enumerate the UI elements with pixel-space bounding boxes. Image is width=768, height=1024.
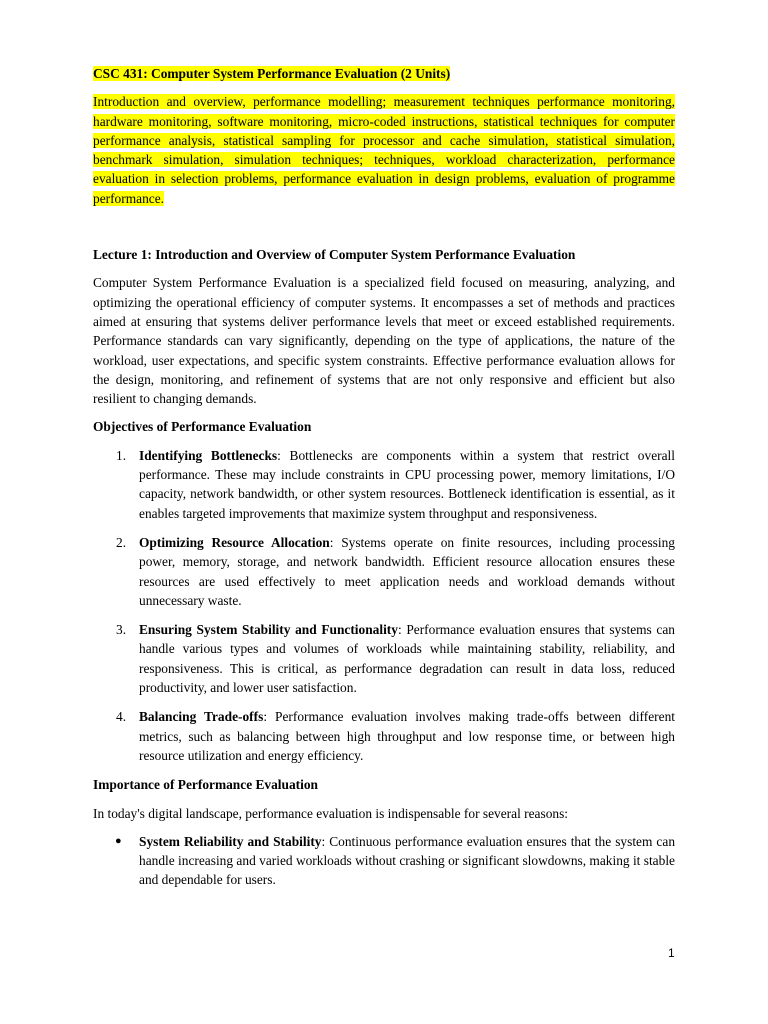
document-page (93, 64, 675, 900)
objective-text: : Systems operate on finite resources, including processing power, memory, storage, and network bandwidth. Efficient resource allocation ensures these resources are used effectively to meet application needs and workload demands without unnecessary waste. (139, 534, 675, 608)
lecture-title: Lecture 1: Introduction and Overview of Computer System Performance Evaluation (93, 247, 576, 263)
importance-item-reliability (93, 832, 675, 890)
objective-term: Identifying Bottlenecks (139, 447, 278, 463)
objective-text: : Bottlenecks are components within a system that restrict overall performance. These may include constraints in CPU processing power, memory limitations, I/O capacity, network bandwidth, or other system resources. Bottleneck identification is essential, as it enables targeted improvements that maximize system throughput and responsiveness. (139, 447, 675, 521)
lecture-intro-paragraph: Computer System Performance Evaluation is a specialized field focused on measuring, analyzing, and optimizing the operational efficiency of computer systems. It encompasses a set of methods and practices aimed at ensuring that systems deliver performance levels that meet or exceed established requirements. Performance standards can vary significantly, depending on the type of applications, the nature of the workload, user expectations, and specific system constraints. Effective performance evaluation allows for the design, monitoring, and refinement of systems that are not only responsive and efficient but also resilient to changing demands. (93, 275, 675, 407)
objective-item-stability (93, 620, 675, 697)
importance-list (93, 832, 675, 890)
objective-term: Ensuring System Stability and Functionality (139, 622, 398, 638)
objective-term: Optimizing Resource Allocation (139, 534, 330, 550)
page-number: 1 (668, 946, 675, 960)
objective-item-trade-offs (93, 707, 675, 765)
list-number: 1. (116, 447, 127, 463)
importance-text: : Continuous performance evaluation ensures that the system can handle increasing and varied workloads without crashing or significant slowdowns, making it stable and dependable for users. (139, 833, 676, 888)
objectives-list (93, 446, 675, 765)
objective-text: : Performance evaluation involves making trade-offs between different metrics, such as balancing between high throughput and low response time, or between high resource utilization and energy efficiency. (139, 709, 675, 763)
objective-item-resource-allocation (93, 533, 675, 610)
objective-term: Balancing Trade-offs (139, 709, 264, 725)
objective-text: : Performance evaluation ensures that systems can handle various types and volumes of workloads while maintaining stability, reliability, and responsiveness. This is critical, as performance degradation can result in data loss, reduced productivity, and lower user satisfaction. (139, 622, 675, 696)
course-syllabus-text: Introduction and overview, performance modelling; measurement techniques performance monitoring, hardware monitoring, software monitoring, micro-coded instructions, statistical techniques for computer performance analysis, statistical sampling for processor and cache simulation, statistical simulation, benchmark simulation, simulation techniques; techniques, workload characterization, performance evaluation in selection problems, performance evaluation in design problems, evaluation of programme performance. (93, 94, 675, 206)
importance-heading: Importance of Performance Evaluation (93, 777, 318, 793)
importance-intro-paragraph: In today's digital landscape, performance evaluation is indispensable for several reasons: (93, 805, 569, 821)
course-title-text: CSC 431: Computer System Performance Evaluation (2 Units) (93, 66, 451, 81)
importance-term: System Reliability and Stability (139, 833, 322, 849)
course-syllabus (93, 92, 675, 208)
list-number: 3. (116, 622, 127, 638)
course-title (93, 64, 675, 83)
bullet-icon: ● (115, 834, 122, 847)
list-number: 2. (116, 534, 127, 550)
objectives-heading: Objectives of Performance Evaluation (93, 419, 312, 435)
objective-item-bottlenecks (93, 446, 675, 523)
list-number: 4. (116, 709, 127, 725)
